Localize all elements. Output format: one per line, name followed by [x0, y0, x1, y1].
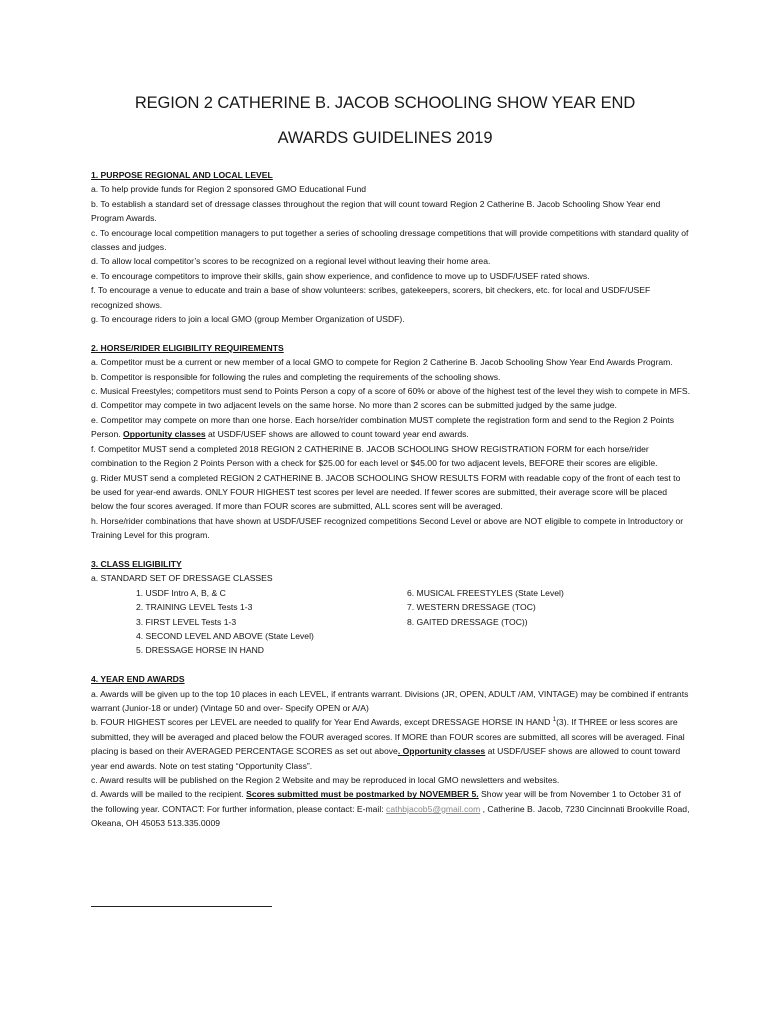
- section-3-item-a: a. STANDARD SET OF DRESSAGE CLASSES: [91, 573, 273, 584]
- section-1-item-d: d. To allow local competitor’s scores to be recognized on a regional level without leaving their home area.: [91, 256, 491, 267]
- section-1-item-b: b. To establish a standard set of dressage classes throughout the region that will count toward Region 2 Catherine B. Jacob Schooling Show Year end Program Awards.: [91, 198, 661, 224]
- section-4-item-b-text-1: b. FOUR HIGHEST scores per LEVEL are needed to qualify for Year End Awards, except DRESSAGE HORSE IN HAND: [91, 717, 553, 728]
- section-4-item-b-text-2: (3). If THREE or less scores are submitted, they will be averaged and placed below the FOUR averaged scores. If MORE than FOUR scores are submitted, all scores will be averaged. Final placing is based on their AVERAGED PERCENTAGE SCORES as set out above: [91, 717, 685, 757]
- class-list-item: 8. GAITED DRESSAGE (TOC)): [407, 616, 528, 627]
- section-2-item-e-text-2: at USDF/USEF shows are allowed to count toward year end awards.: [205, 429, 469, 440]
- class-list: [91, 586, 691, 658]
- postmark-deadline-text: Scores submitted must be postmarked by NOVEMBER 5.: [246, 789, 479, 800]
- title-line-1: REGION 2 CATHERINE B. JACOB SCHOOLING SHOW YEAR END: [134, 94, 636, 112]
- section-2-item-c: c. Musical Freestyles; competitors must send to Points Person a copy of a score of 60% or above of the highest test of the level they wish to compete in MFS.: [91, 386, 690, 397]
- document-body: [91, 168, 691, 831]
- class-list-item: 6. MUSICAL FREESTYLES (State Level): [407, 587, 564, 598]
- footnote-marker: 1: [552, 717, 557, 724]
- class-list-left-column: [136, 586, 314, 658]
- class-list-item: 3. FIRST LEVEL Tests 1-3: [136, 616, 237, 627]
- section-2-heading: 2. HORSE/RIDER ELIGIBILITY REQUIREMENTS: [91, 342, 284, 353]
- footnote-separator: [91, 906, 272, 907]
- email-link[interactable]: cathbjacob5@gmail.com: [386, 803, 481, 814]
- opportunity-classes-text: . Opportunity classes: [397, 746, 486, 757]
- section-1-item-a: a. To help provide funds for Region 2 sponsored GMO Educational Fund: [91, 184, 367, 195]
- section-4-item-d: [91, 787, 691, 830]
- section-4-heading: 4. YEAR END AWARDS: [91, 674, 185, 685]
- section-4-item-a: a. Awards will be given up to the top 10 places in each LEVEL, if entrants warrant. Divisions (JR, OPEN, ADULT /AM, VINTAGE) may be combined if entrants warrant (Junior-18 or under) (Vintage 50 and over- Specify OPEN or A/A): [91, 688, 689, 713]
- section-2-item-g: g. Rider MUST send a completed REGION 2 CATHERINE B. JACOB SCHOOLING SHOW RESULTS FORM with readable copy of the front of each test to be used for year-end awards. ONLY FOUR HIGHEST test scores per level are needed. If fewer scores are submitted, their average score will be placed below the four scores averaged. If more than FOUR scores are submitted, ALL scores sent will be averaged.: [91, 472, 681, 512]
- section-1-item-f: f. To encourage a venue to educate and train a base of show volunteers: scribes, gatekeepers, scorers, bit checkers, etc. for local and USDF/USEF recognized shows.: [91, 285, 651, 310]
- class-list-item: 5. DRESSAGE HORSE IN HAND: [136, 645, 264, 656]
- class-list-right-column: [407, 586, 564, 629]
- section-1-item-g: g. To encourage riders to join a local GMO (group Member Organization of USDF).: [91, 314, 405, 325]
- section-4-item-b-text-3: at USDF/USEF shows are allowed to count toward year end awards. Note on test stating “Opportunity Class”.: [91, 746, 681, 771]
- section-2-item-b: b. Competitor is responsible for following the rules and completing the requirements of the schooling shows.: [91, 371, 501, 382]
- section-4-item-d-text-1: d. Awards will be mailed to the recipient.: [91, 789, 247, 800]
- section-4-item-c: c. Award results will be published on the Region 2 Website and may be reproduced in local GMO newsletters and websites.: [91, 774, 560, 785]
- class-list-item: 4. SECOND LEVEL AND ABOVE (State Level): [136, 630, 314, 641]
- section-4-item-b: [91, 715, 691, 773]
- section-2-item-f: f. Competitor MUST send a completed 2018 REGION 2 CATHERINE B. JACOB SCHOOLING SHOW REGISTRATION FORM for each horse/rider combination to the Region 2 Points Person with a check for $25.00 for each level or $45.00 for two adjacent levels, BEFORE their scores are eligible.: [91, 443, 658, 469]
- section-2-item-e-text-1: e. Competitor may compete on more than one horse. Each horse/rider combination MUST complete the registration form and send to the Region 2 Points Person.: [91, 414, 675, 440]
- section-2-item-h: h. Horse/rider combinations that have shown at USDF/USEF recognized competitions Second Level or above are NOT eligible to compete in Introductory or Training Level for this program.: [91, 515, 684, 541]
- section-4-item-d-text-3: , Catherine B. Jacob, 7230 Cincinnati Brookville Road, Okeana, OH 45053 513.335.0009: [91, 803, 690, 829]
- section-2-item-e: [91, 413, 691, 442]
- class-list-item: 1. USDF Intro A, B, & C: [136, 587, 226, 598]
- class-list-item: 2. TRAINING LEVEL Tests 1-3: [136, 602, 253, 613]
- opportunity-classes-text: Opportunity classes: [123, 429, 206, 440]
- section-1-item-e: e. To encourage competitors to improve their skills, gain show experience, and confidence to move up to USDF/USEF rated shows.: [91, 270, 590, 281]
- section-3-heading: 3. CLASS ELIGIBILITY: [91, 558, 182, 569]
- section-4-item-d-text-2: Show year will be from November 1 to October 31 of the following year. CONTACT: For further information, please contact: E-mail:: [91, 789, 681, 814]
- section-1-heading: 1. PURPOSE REGIONAL AND LOCAL LEVEL: [91, 170, 273, 180]
- section-2-item-d: d. Competitor may compete in two adjacent levels on the same horse. No more than 2 scores can be submitted judged by the same judge.: [91, 400, 617, 411]
- class-list-item: 7. WESTERN DRESSAGE (TOC): [407, 602, 536, 613]
- section-1-item-c: c. To encourage local competition managers to put together a series of schooling dressage competitions that will provide competitions with standard quality of classes and judges.: [91, 227, 689, 253]
- title-line-2: AWARDS GUIDELINES 2019: [277, 129, 493, 147]
- section-2-item-a: a. Competitor must be a current or new member of a local GMO to compete for Region 2 Catherine B. Jacob Schooling Show Year End Awards Program.: [91, 357, 673, 368]
